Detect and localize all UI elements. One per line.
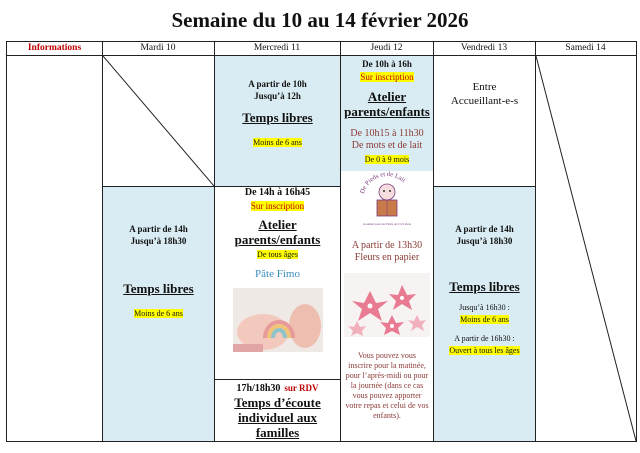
- jeudi-cell: [341, 56, 433, 441]
- mercredi-pm-inscription: Sur inscription: [250, 201, 305, 211]
- header-vendredi: Vendredi 13: [460, 43, 508, 53]
- jeudi-pm-activity: Fleurs en papier: [354, 252, 420, 263]
- header-samedi: Samedi 14: [565, 43, 606, 53]
- jeudi-time: De 10h à 16h: [362, 59, 412, 69]
- mercredi-pm-activity: Pâte Fimo: [255, 268, 300, 280]
- vendredi-note-1: Jusqu’à 16h30 :: [459, 303, 510, 312]
- jeudi-inscription: Sur inscription: [360, 72, 414, 82]
- jeudi-title-1: Atelier: [367, 89, 407, 104]
- mardi-activity-title: Temps libres: [123, 281, 194, 296]
- mercredi-ev-title-3: familles: [255, 425, 300, 440]
- jeudi-title-2: parents/enfants: [344, 104, 430, 119]
- page-title: Semaine du 10 au 14 février 2026: [171, 8, 469, 32]
- mercredi-morning-cell: [215, 56, 340, 186]
- samedi-closed-slash: [536, 56, 636, 441]
- mardi-age-badge: Moins de 6 ans: [134, 309, 183, 318]
- mardi-time-end: Jusqu’à 18h30: [130, 236, 187, 246]
- jeudi-sub-time: De 10h15 à 11h30: [350, 128, 424, 139]
- header-informations: Informations: [27, 43, 82, 53]
- vendredi-am-line2: Accueillant-e-s: [450, 95, 519, 107]
- vendredi-age-1: Moins de 6 ans: [460, 315, 509, 324]
- vendredi-pm-end: Jusqu’à 18h30: [456, 236, 513, 246]
- mercredi-am-age: Moins de 6 ans: [253, 138, 302, 147]
- mercredi-pm-title-1: Atelier: [258, 217, 297, 232]
- vendredi-am-line1: Entre: [472, 81, 497, 93]
- header-mardi: Mardi 10: [140, 43, 176, 53]
- vendredi-note-2: A partir de 16h30 :: [454, 334, 515, 343]
- svg-text:De Pieds et de Lait: De Pieds et de Lait: [358, 170, 407, 195]
- logo-caption: Gourmet pour les Petits de 0 à 9 mois: [363, 222, 411, 226]
- mercredi-ev-title-2: individuel aux: [237, 410, 318, 425]
- vendredi-pm-start: A partir de 14h: [455, 224, 514, 234]
- paper-flowers-photo: [344, 273, 430, 337]
- header-jeudi: Jeudi 12: [370, 43, 403, 53]
- de-pieds-et-de-lait-logo: [355, 168, 419, 230]
- vendredi-afternoon-cell: [434, 187, 535, 441]
- jeudi-sub-title: De mots et de lait: [351, 140, 423, 151]
- mercredi-pm-title-2: parents/enfants: [234, 232, 321, 247]
- vendredi-activity-title: Temps libres: [449, 279, 520, 294]
- mardi-morning-closed-slash: [103, 56, 214, 186]
- fimo-rainbow-photo: [233, 288, 323, 352]
- mercredi-ev-rdv: sur RDV: [284, 383, 319, 393]
- schedule-table: [6, 41, 637, 442]
- mercredi-am-title: Temps libres: [242, 110, 313, 125]
- mercredi-ev-time: 17h/18h30: [236, 383, 281, 394]
- jeudi-note: Vous pouvez vous inscrire pour la matinée, pour l’après-midi ou pour la journée (dans ce cas vous pouvez apporter votre repas et celui de vos enfants).: [345, 351, 429, 420]
- jeudi-sub-age: De 0 à 9 mois: [364, 155, 410, 164]
- mercredi-ev-title-1: Temps d’écoute: [234, 395, 321, 410]
- vendredi-morning-cell: [434, 56, 535, 186]
- mercredi-evening-cell: [215, 380, 340, 441]
- jeudi-pm-time: A partir de 13h30: [351, 240, 423, 251]
- mercredi-pm-time: De 14h à 16h45: [244, 187, 311, 198]
- mercredi-pm-ages: De tous âges: [257, 250, 298, 259]
- mercredi-am-start: A partir de 10h: [248, 79, 307, 89]
- mardi-time-start: A partir de 14h: [129, 224, 188, 234]
- mercredi-am-end: Jusqu’à 12h: [254, 91, 301, 101]
- header-mercredi: Mercredi 11: [253, 43, 301, 53]
- vendredi-age-2: Ouvert à tous les âges: [449, 346, 520, 355]
- mardi-afternoon-cell: [103, 187, 214, 441]
- mercredi-afternoon-cell: [215, 187, 340, 379]
